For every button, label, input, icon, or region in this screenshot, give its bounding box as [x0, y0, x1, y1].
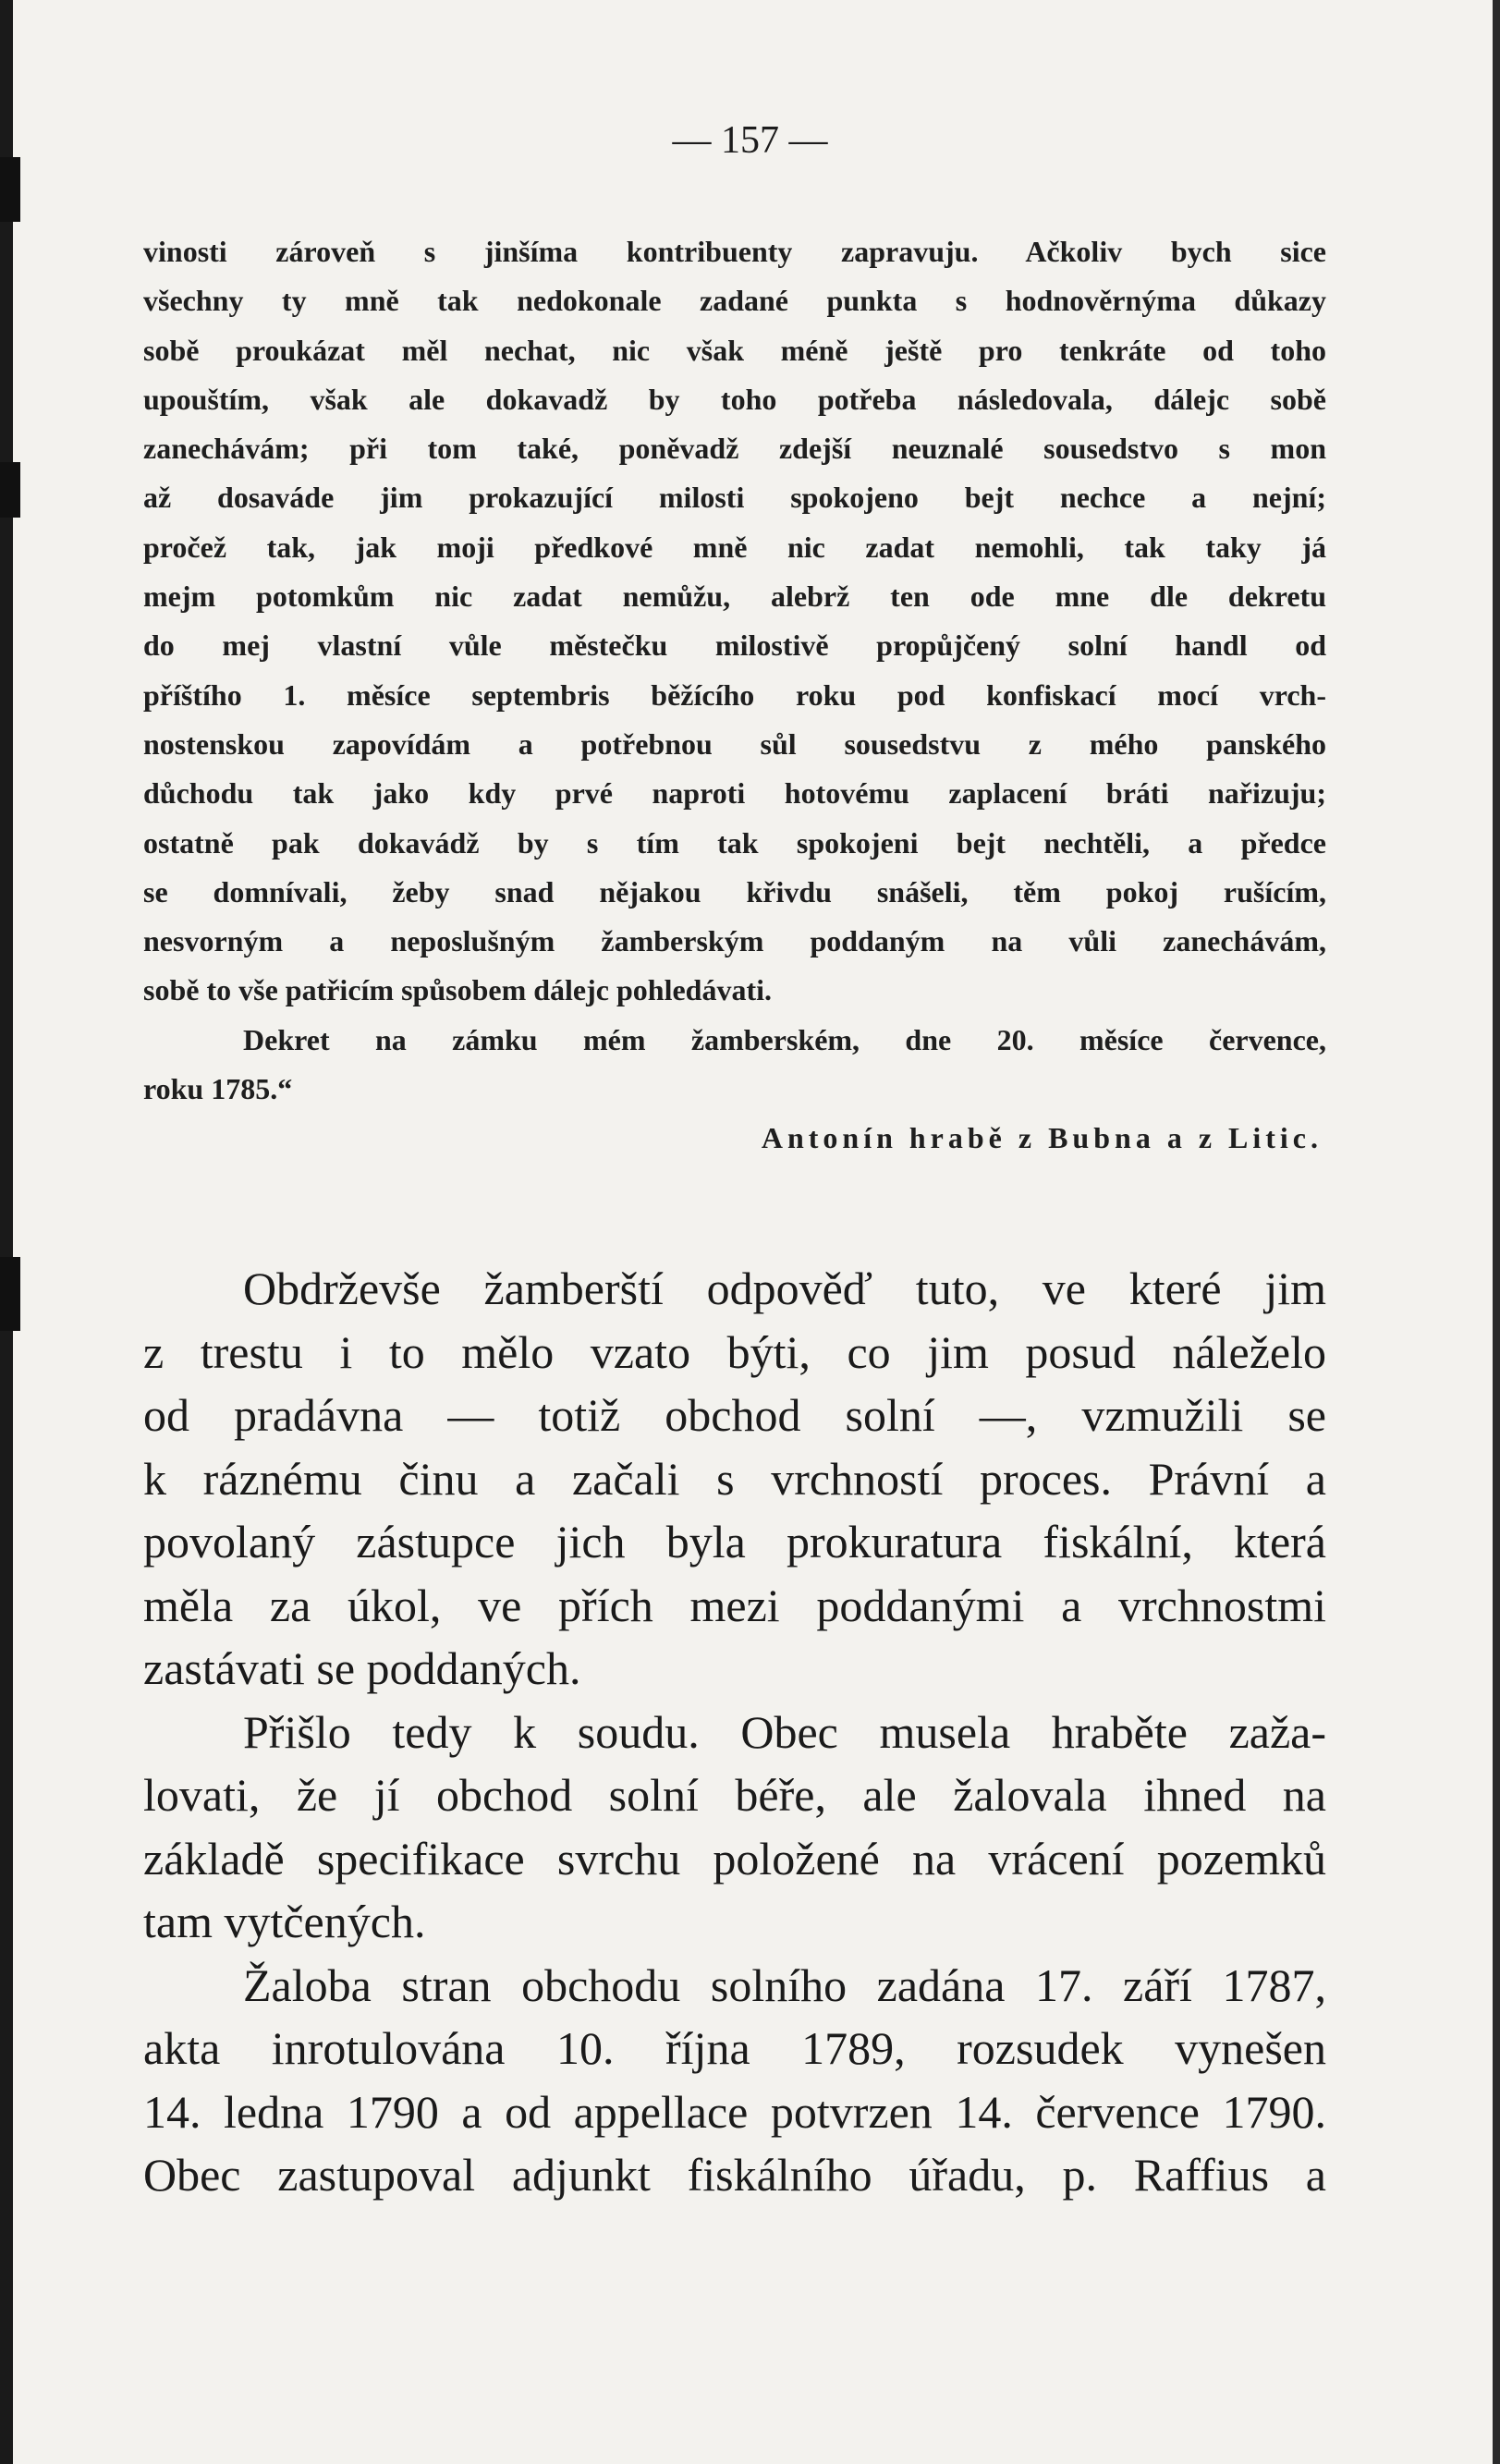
paragraph-line: lovati, že jí obchod solní béře, ale žalovala ihned na — [143, 1769, 1326, 1821]
paragraph-line: akta inrotulována 10. října 1789, rozsudek vynešen — [143, 2022, 1326, 2074]
right-scan-edge — [1493, 0, 1500, 2464]
left-edge-mark — [0, 462, 20, 518]
decree-line: všechny ty mně tak nedokonale zadané punkta s hodnověrnýma důkazy — [143, 284, 1326, 318]
decree-line: mejm potomkům nic zadat nemůžu, alebrž ten ode mne dle dekretu — [143, 579, 1326, 614]
paragraph-line: tam vytčených. — [143, 1896, 426, 1947]
decree-text — [143, 227, 1326, 1164]
decree-dateline-year: roku 1785.“ — [143, 1072, 293, 1106]
page-number: — 157 — — [672, 119, 828, 162]
paragraph-line: od pradávna — totiž obchod solní —, vzmužili se — [143, 1389, 1326, 1441]
paragraph-line: měla za úkol, ve přích mezi poddanými a vrchnostmi — [143, 1579, 1326, 1631]
decree-line: ostatně pak dokavádž by s tím tak spokojeni bejt nechtěli, a předce — [143, 825, 1326, 860]
paragraph-line: z trestu i to mělo vzato býti, co jim posud náleželo — [143, 1325, 1326, 1378]
decree-line: pročež tak, jak moji předkové mně nic zadat nemohli, tak taky já — [143, 530, 1326, 564]
paragraph-line: základě specifikace svrchu položené na vrácení pozemků — [143, 1832, 1326, 1885]
paragraph-line: Obdrževše žamberští odpověď tuto, ve které jim — [243, 1262, 1326, 1314]
decree-line: se domnívali, žeby snad nějakou křivdu snášeli, těm pokoj rušícím, — [143, 874, 1326, 909]
decree-line: sobě to vše patřicím spůsobem dálejc pohledávati. — [143, 973, 772, 1007]
paragraph-line: Přišlo tedy k soudu. Obec musela hraběte zaža- — [243, 1705, 1326, 1758]
decree-line: důchodu tak jako kdy prvé naproti hotovému zaplacení bráti nařizuju; — [143, 776, 1326, 811]
paragraph-line: 14. ledna 1790 a od appellace potvrzen 14. července 1790. — [143, 2085, 1326, 2138]
paragraph-line: zastávati se poddaných. — [143, 1642, 581, 1694]
decree-line: nostenskou zapovídám a potřebnou sůl sousedstvu z mého panského — [143, 726, 1326, 761]
decree-line: až dosaváde jim prokazující milosti spokojeno bejt nechce a nejní; — [143, 481, 1326, 515]
decree-line: upouštím, však ale dokavadž by toho potřeba následovala, dálejc sobě — [143, 382, 1326, 416]
paragraph-line: Obec zastupoval adjunkt fiskálního úřadu, p. Raffius a — [143, 2149, 1326, 2201]
left-edge-mark — [0, 157, 20, 222]
narrative-text — [143, 1257, 1326, 2207]
left-scan-edge — [0, 0, 13, 2464]
paragraph-line: Žaloba stran obchodu solního zadána 17. září 1787, — [243, 1958, 1326, 2011]
paragraph-line: povolaný zástupce jich byla prokuratura fiskální, která — [143, 1516, 1326, 1567]
decree-line: vinosti zároveň s jinšíma kontribuenty zapravuju. Ačkoliv bych sice — [143, 235, 1326, 268]
decree-signature: Antonín hrabě z Bubna a z Litic. — [761, 1121, 1323, 1155]
decree-line: sobě proukázat měl nechat, nic však méně ještě pro tenkráte od toho — [143, 333, 1326, 367]
decree-dateline: Dekret na zámku mém žamberském, dne 20. měsíce července, — [243, 1022, 1326, 1056]
decree-line: zanechávám; při tom také, poněvadž zdejší neuznalé sousedstvo s mon — [143, 432, 1326, 466]
decree-line: do mej vlastní vůle městečku milostivě propůjčený solní handl od — [143, 628, 1326, 663]
decree-line: nesvorným a neposlušným žamberským poddaným na vůli zanechávám, — [143, 924, 1326, 958]
paragraph-line: k ráznému činu a začali s vrchností proces. Právní a — [143, 1452, 1326, 1505]
left-edge-mark — [0, 1257, 20, 1331]
decree-line: příštího 1. měsíce septembris běžícího roku pod konfiskací mocí vrch- — [143, 677, 1326, 712]
